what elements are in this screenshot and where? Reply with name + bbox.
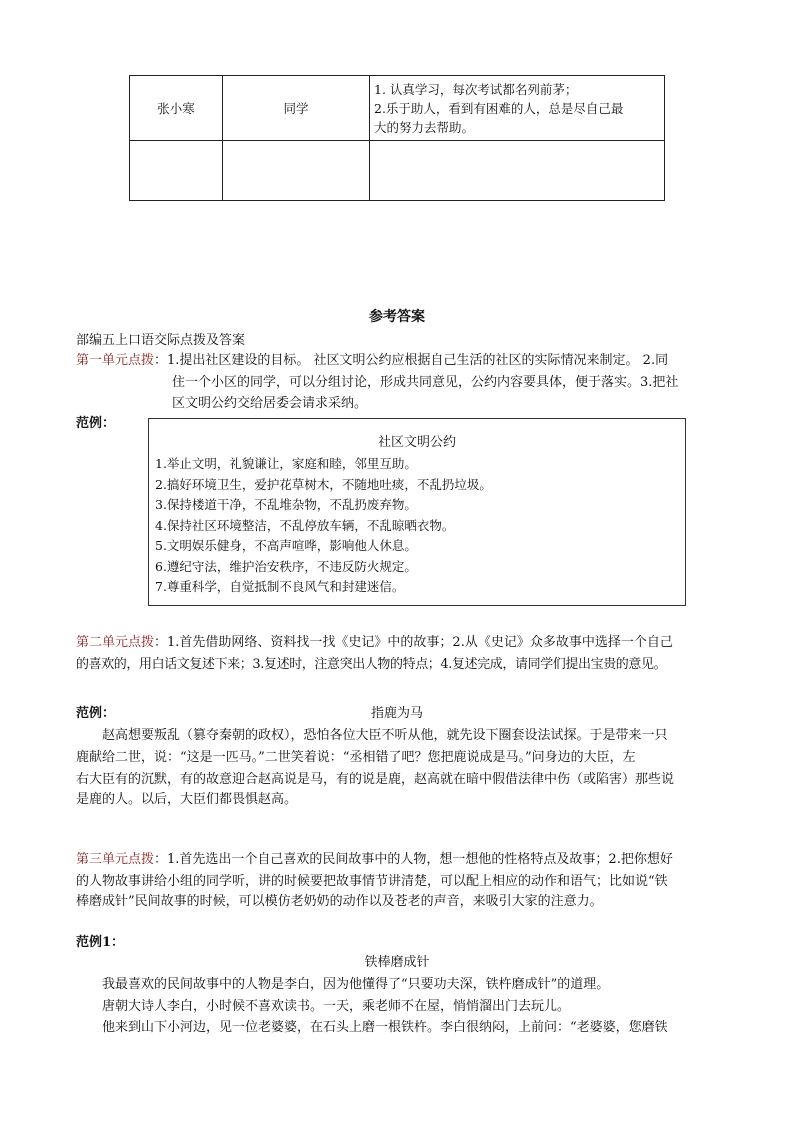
table-cell-relation [223, 141, 370, 201]
unit3-label: 第三单元点拨 [76, 852, 155, 867]
unit3-tip-line [76, 848, 673, 867]
desc-line: 1. 认真学习，每次考试都名列前茅； [374, 81, 578, 97]
unit2-example-label: 范例： [76, 706, 116, 721]
unit1-tip-line: 区文明公约交给居委会请求采纳。 [172, 396, 368, 411]
unit1-text: ：1.提出社区建设的目标。 社区文明公约应根据自己生活的社区的实际情况来制定。 2.同 [154, 353, 669, 368]
unit1-tip-line [76, 349, 668, 368]
table-cell-name: 张小寒 [130, 76, 223, 141]
unit3-story-title: 铁棒磨成针 [364, 955, 430, 970]
table-cell-desc [370, 76, 665, 141]
story-line: 鹿献给二世，说：“这是一匹马。”二世笑着说：“丞相错了吧？您把鹿说成是马。”问身边的大臣，左 [76, 750, 636, 765]
classmate-table [129, 75, 665, 201]
unit3-tip-line: 棒磨成针”民间故事的时候，可以模仿老奶奶的动作以及苍老的声音，来吸引大家的注意力。 [76, 894, 603, 909]
charter-rule: 5.文明娱乐健身，不高声喧哗，影响他人休息。 [155, 538, 417, 553]
charter-rule: 3.保持楼道干净，不乱堆杂物，不乱扔废弃物。 [155, 497, 417, 512]
unit2-tip-line: 的喜欢的，用白话文复述下来；3.复述时，注意突出人物的特点；4.复述完成，请同学们提出宝贵的意见。 [76, 657, 667, 672]
unit1-label: 第一单元点拨 [76, 353, 155, 368]
charter-rules [155, 454, 685, 598]
table-row [130, 76, 665, 141]
unit1-tip-line: 住一个小区的同学，可以分组讨论，形成共同意见，公约内容要具体，便于落实。3.把社 [172, 375, 679, 390]
charter-rule: 1.举止文明，礼貌谦让，家庭和睦，邻里互助。 [155, 456, 417, 471]
story-line: 赵高想要叛乱（篡夺秦朝的政权），恐怕各位大臣不听从他，就先设下圈套设法试探。于是带来一只 [102, 728, 668, 743]
charter-rule: 2.搞好环境卫生，爱护花草树木，不随地吐痰，不乱扔垃圾。 [155, 476, 492, 492]
table-cell-relation: 同学 [223, 76, 370, 141]
table-row [130, 141, 665, 201]
table-cell-desc [370, 141, 665, 201]
unit2-tip-line [76, 631, 673, 650]
charter-rule: 7.尊重科学，自觉抵制不良风气和封建迷信。 [155, 579, 405, 594]
charter-title: 社区文明公约 [377, 435, 456, 450]
desc-line: 大的努力去帮助。 [374, 119, 475, 135]
story-line: 他来到山下小河边，见一位老婆婆，在石头上磨一根铁杵。李白很纳闷，上前问：“老婆婆，您磨铁 [102, 1020, 668, 1035]
story-line: 是鹿的人。以后，大臣们都畏惧赵高。 [76, 792, 298, 807]
unit2-label: 第二单元点拨 [76, 635, 155, 650]
unit3-text: ：1.首先选出一个自己喜欢的民间故事中的人物，想一想他的性格特点及故事；2.把你想好 [154, 852, 673, 867]
unit3-example-label: 范例1： [76, 935, 125, 950]
unit3-tip-line: 的人物故事讲给小组的同学听，讲的时候要把故事情节讲清楚，可以配上相应的动作和语气；比如说“铁 [76, 874, 668, 889]
unit1-example-label: 范例： [76, 416, 116, 431]
story-line: 唐朝大诗人李白，小时候不喜欢读书。一天，乘老师不在屋，悄悄溜出门去玩儿。 [102, 999, 571, 1014]
charter-rule: 4.保持社区环境整洁，不乱停放车辆，不乱晾晒衣物。 [155, 517, 455, 533]
story-line: 右大臣有的沉默，有的故意迎合赵高说是马，有的说是鹿，赵高就在暗中假借法律中伤（或陷害）那些说 [76, 772, 675, 787]
unit2-text: ：1.首先借助网络、资料找一找《史记》中的故事；2.从《史记》众多故事中选择一个自己 [154, 635, 673, 650]
answers-subtitle: 部编五上口语交际点拨及答案 [76, 333, 246, 348]
desc-line: 2.乐于助人，看到有困难的人，总是尽自己最 [374, 100, 624, 116]
table-cell-name [130, 141, 223, 201]
unit2-story-title: 指鹿为马 [370, 706, 423, 721]
answers-heading: 参考答案 [369, 309, 425, 325]
community-charter-box [148, 418, 686, 606]
charter-rule: 6.遵纪守法，维护治安秩序，不违反防火规定。 [155, 558, 417, 574]
story-line: 我最喜欢的民间故事中的人物是李白，因为他懂得了“只要功夫深，铁杵磨成针”的道理。 [102, 977, 610, 992]
